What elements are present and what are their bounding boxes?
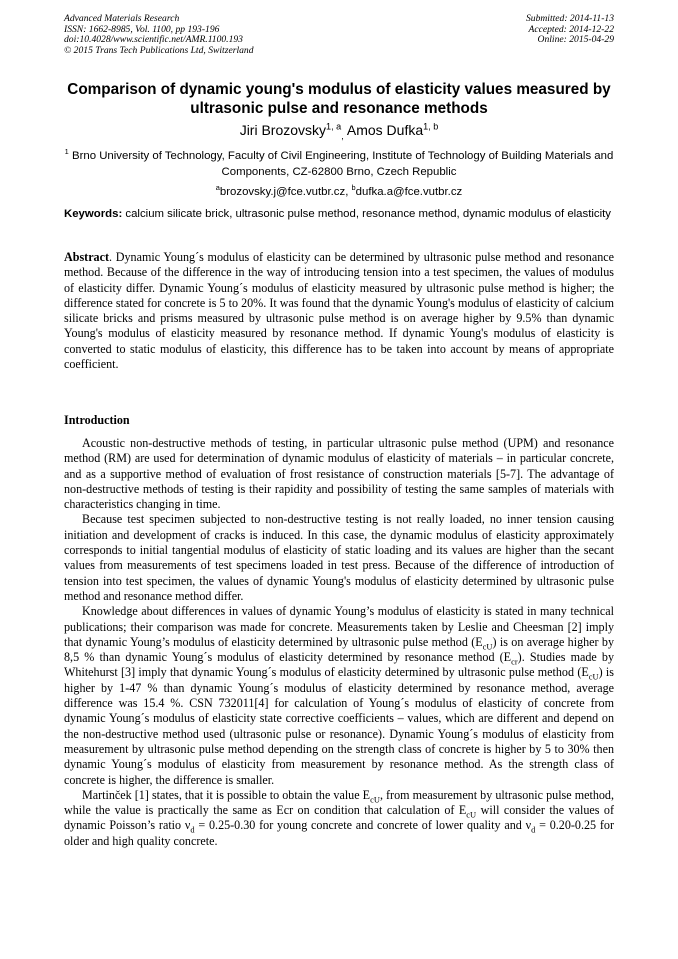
keywords-label: Keywords: [64, 208, 123, 220]
affiliation-text: Brno University of Technology, Faculty of Civil Engineering, Institute of Technology of Building Materials and Components, CZ-62800 Brno, Czech Republic [71, 150, 614, 178]
introduction-body [64, 436, 614, 849]
p3-subscript-2: cr [511, 656, 518, 667]
p3-text-1: Knowledge about differences in values of dynamic Young’s modulus of elasticity is stated in many technical publications; their comparison was made for concrete. Measurements taken by Leslie and Cheesman [2] imply that dynamic Young’s modulus of elasticity determined by ultrasonic pulse method (E [64, 604, 614, 649]
accepted-date: Accepted: 2014-12-22 [528, 23, 614, 35]
email-b-marker: b [351, 183, 356, 193]
author-2-affiliation-mark: 1, b [423, 121, 439, 132]
author-1-affiliation-mark: 1, a [326, 121, 342, 132]
p3-text-4: ) is higher by 1-47 % than dynamic Young´s modulus of elasticity determined by resonance method, average difference was 15.4 %. CSN 732011[4] for calculation of Young´s modulus of elasticity of concrete from dynamic Young´s modulus of elasticity state corrective coefficients – values, which are different and depend on the non-destructive method used (ultrasonic pulse or resonance). Dynamic Young´s modulus of elasticity from measurement by ultrasonic pulse method depending on the strength class of concrete is higher by 5 to 30% then dynamic Young´s modulus of elasticity from measurement by resonance method. As the strength class of concrete is higher, the difference is smaller. [64, 665, 614, 787]
affiliation [64, 149, 614, 180]
journal-header [64, 14, 254, 56]
p4-subscript-2: cU [466, 809, 477, 820]
p4-text-3: will consider the values of dynamic Poisson’s ratio ν [64, 803, 614, 833]
affiliation-marker: 1 [64, 147, 69, 157]
abstract-text: . Dynamic Young´s modulus of elasticity can be determined by ultrasonic pulse method and resonance method. Because of the difference in the way of introducing tension into a test specimen, the values of modulus of elasticity differ. Dynamic Young´s modulus of elasticity measured by ultrasonic pulse method is higher; the difference stated for concrete is 5 to 20%. It was found that the dynamic Young's modulus of elasticity of calcium silicate bricks and prisms measured by ultrasonic pulse method is on average higher by 9.5% than dynamic Young's modulus of elasticity measured by resonance method. If dynamic Young's modulus of elasticity is converted to static modulus of elasticity, this difference has to be taken into account by means of appropriate coefficient. [64, 250, 614, 372]
intro-paragraph-1: Acoustic non-destructive methods of testing, in particular ultrasonic pulse method (UPM) and resonance method (RM) are used for determination of dynamic modulus of elasticity of materials – in particular concrete, and as a supportive method of evaluation of frost resistance of construction materials [5-7]. The advantage of non-destructive methods of testing is their rapidity and possibility of testing the same samples of materials with characteristics changing in time. [64, 436, 614, 512]
section-heading-introduction: Introduction [64, 413, 130, 427]
intro-paragraph-3 [64, 604, 614, 788]
author-separator: , [341, 130, 344, 141]
issn-line: ISSN: 1662-8985, Vol. 1100, pp 193-196 [64, 23, 220, 35]
intro-paragraph-4 [64, 788, 614, 849]
email-a-marker: a [215, 183, 220, 193]
copyright-line: © 2015 Trans Tech Publications Ltd, Switzerland [64, 44, 254, 56]
author-emails [48, 185, 630, 199]
email-b[interactable]: dufka.a@fce.vutbr.cz [355, 186, 463, 198]
email-a[interactable]: brozovsky.j@fce.vutbr.cz [219, 186, 346, 198]
p4-subscript-3: d [190, 824, 195, 835]
abstract [64, 250, 614, 372]
author-2: Amos Dufka [346, 122, 424, 138]
p3-subscript-1: cU [482, 641, 493, 652]
p4-text-1: Martinček [1] states, that it is possible to obtain the value E [82, 787, 371, 802]
journal-name: Advanced Materials Research [64, 13, 180, 24]
author-line [48, 121, 630, 139]
keywords-text: calcium silicate brick, ultrasonic pulse method, resonance method, dynamic modulus of elasticity [125, 208, 611, 220]
submitted-date: Submitted: 2014-11-13 [525, 13, 614, 24]
dates-header [526, 14, 614, 46]
p3-text-3: ). Studies made by Whitehurst [3] imply that dynamic Young´s modulus of elasticity determined by ultrasonic pulse method (E [64, 650, 614, 680]
p4-text-4: = 0.25-0.30 for young concrete and concrete of lower quality and ν [194, 818, 532, 833]
doi-line: doi:10.4028/www.scientific.net/AMR.1100.193 [64, 34, 243, 46]
p3-subscript-3: cU [588, 671, 599, 682]
abstract-label: Abstract [64, 250, 110, 264]
author-1: Jiri Brozovsky [239, 122, 327, 138]
p4-subscript-1: cU [370, 794, 380, 805]
paper-title: Comparison of dynamic young's modulus of elasticity values measured by ultrasonic pulse and resonance methods [67, 81, 611, 117]
keywords [64, 208, 614, 222]
intro-paragraph-2: Because test specimen subjected to non-destructive testing is not really loaded, no inner tension causing initiation and development of cracks is induced. In this case, the dynamic modulus of elasticity approximately corresponds to initial tangential modulus of elasticity of static loading and its values are higher than the secant values from measurements of test specimens loaded in test press. Because of the difference of introduction of tension into test specimen, the values of dynamic Young's modulus of elasticity determined by ultrasonic pulse method and resonance method differ. [64, 512, 614, 603]
p4-text-2: , from measurement by ultrasonic pulse method, while the value is practically the same as Ecr on condition that calculation of E [64, 787, 614, 818]
email-separator: , [345, 186, 352, 198]
p4-subscript-4: d [531, 824, 536, 835]
p3-text-2: ) is on average higher by 8,5 % than dynamic Young´s modulus of elasticity determined by resonance method (E [64, 634, 615, 665]
online-date: Online: 2015-04-29 [537, 34, 614, 46]
p4-text-5: = 0.20-0.25 for older and high quality concrete. [64, 818, 614, 848]
